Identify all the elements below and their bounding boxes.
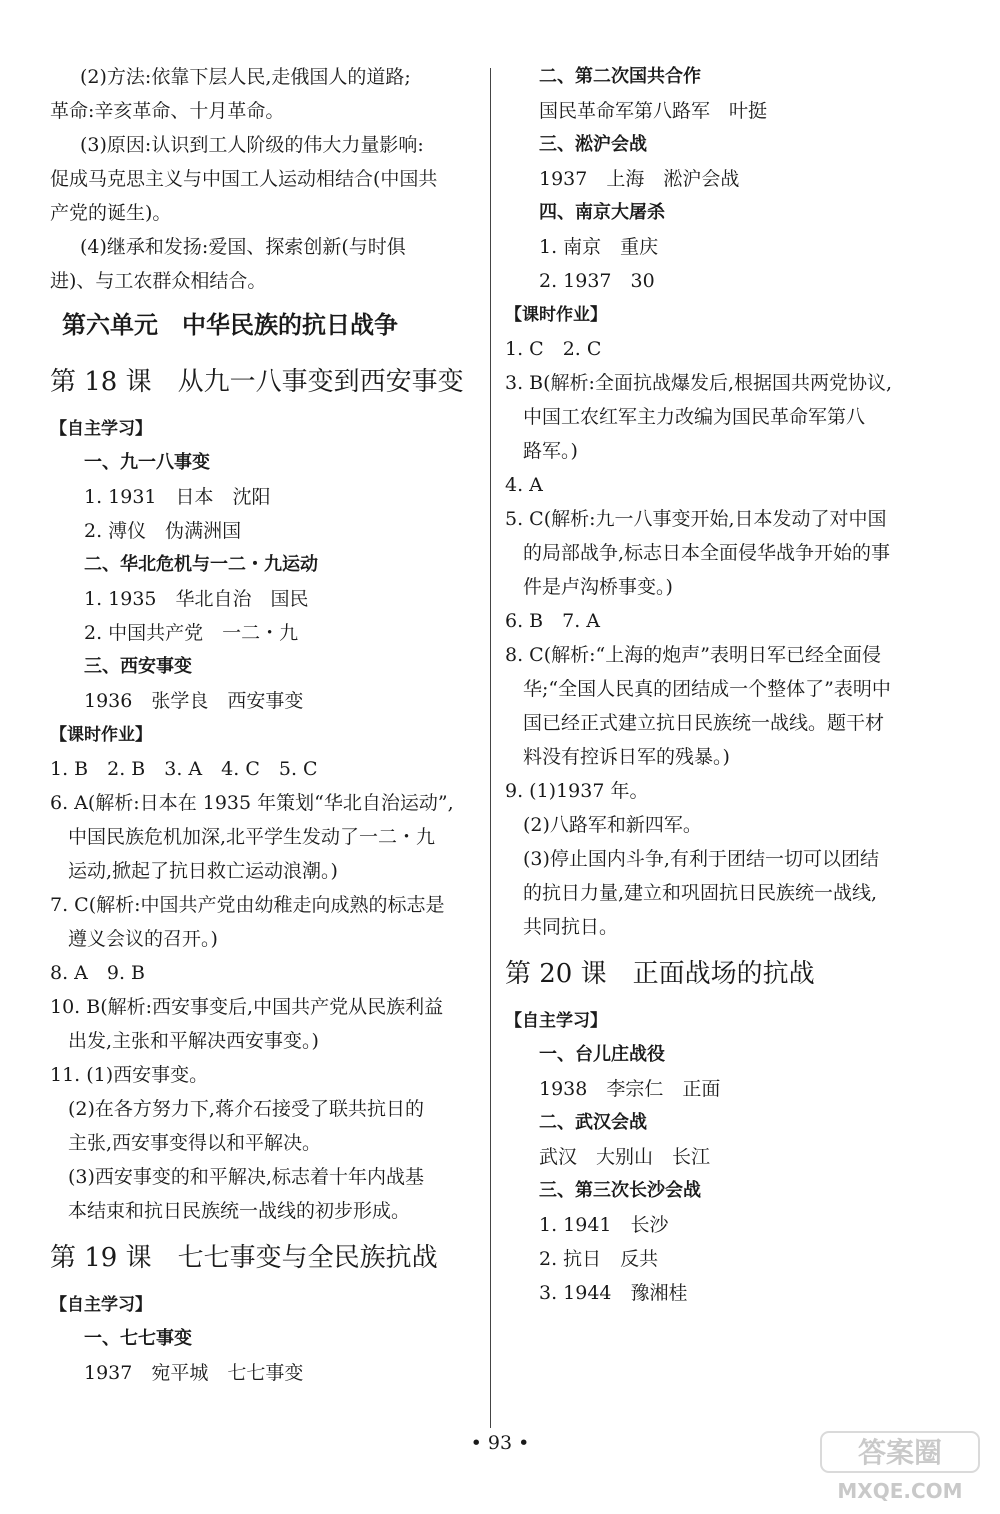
text-line: 革命:辛亥革命、十月革命。 xyxy=(50,100,285,122)
text-line: (2)方法:依靠下层人民,走俄国人的道路; xyxy=(80,66,411,88)
lesson-title: 第 20 课 正面战场的抗战 xyxy=(505,959,815,989)
text-line: 1. 南京 重庆 xyxy=(539,236,659,258)
text-line: 6. B 7. A xyxy=(505,610,601,632)
text-line: 1. C 2. C xyxy=(505,338,602,360)
text-line: 武汉 大别山 长江 xyxy=(539,1146,711,1168)
text-line: 1. 1931 日本 沈阳 xyxy=(84,486,271,508)
text-line: 本结束和抗日民族统一战线的初步形成。 xyxy=(68,1200,411,1222)
text-line: 6. A(解析:日本在 1935 年策划“华北自治运动”, xyxy=(50,792,454,814)
section-heading: 三、第三次长沙会战 xyxy=(539,1180,701,1201)
text-line: 国已经正式建立抗日民族统一战线。题干材 xyxy=(523,712,885,734)
text-line: 1. 1935 华北自治 国民 xyxy=(84,588,309,610)
section-tag: 【自主学习】 xyxy=(50,1295,152,1315)
lesson-title: 第 19 课 七七事变与全民族抗战 xyxy=(50,1243,438,1273)
text-line: 1. 1941 长沙 xyxy=(539,1214,669,1236)
text-line: (3)原因:认识到工人阶级的伟大力量影响: xyxy=(80,134,424,156)
watermark-bottom-text: MXQE.COM xyxy=(837,1479,963,1503)
text-line: 遵义会议的召开。) xyxy=(68,928,218,950)
text-line: 8. A 9. B xyxy=(50,962,146,984)
text-line: 料没有控诉日军的残暴。) xyxy=(523,746,730,768)
text-line: 3. B(解析:全面抗战爆发后,根据国共两党协议, xyxy=(505,372,893,394)
section-heading: 四、南京大屠杀 xyxy=(539,202,665,223)
watermark-logo xyxy=(813,1426,988,1506)
watermark-top-text: 答案圈 xyxy=(857,1436,943,1469)
text-line: (2)八路军和新四军。 xyxy=(523,814,702,836)
left-column xyxy=(50,60,475,1390)
section-tag: 【自主学习】 xyxy=(50,419,152,439)
text-line: 7. C(解析:中国共产党由幼稚走向成熟的标志是 xyxy=(50,894,445,916)
text-line: 路军。) xyxy=(523,440,578,462)
text-line: 5. C(解析:九一八事变开始,日本发动了对中国 xyxy=(505,508,887,530)
text-line: 9. (1)1937 年。 xyxy=(505,780,649,802)
section-heading: 二、第二次国共合作 xyxy=(539,66,701,87)
text-line: 2. 抗日 反共 xyxy=(539,1248,659,1270)
text-line: 1937 上海 淞沪会战 xyxy=(539,168,740,190)
text-line: 出发,主张和平解决西安事变。) xyxy=(68,1030,319,1052)
text-line: 10. B(解析:西安事变后,中国共产党从民族利益 xyxy=(50,996,444,1018)
text-line: 1. B 2. B 3. A 4. C 5. C xyxy=(50,758,318,780)
text-line: 8. C(解析:“上海的炮声”表明日军已经全面侵 xyxy=(505,644,881,666)
section-heading: 一、九一八事变 xyxy=(84,452,210,473)
page-number: • 93 • xyxy=(470,1432,530,1454)
text-line: 产党的诞生)。 xyxy=(50,202,172,224)
right-column xyxy=(505,60,925,1310)
section-heading: 三、西安事变 xyxy=(84,656,192,677)
text-line: 运动,掀起了抗日救亡运动浪潮。) xyxy=(68,860,338,882)
text-line: 中国工农红军主力改编为国民革命军第八 xyxy=(523,406,866,428)
text-line: 促成马克思主义与中国工人运动相结合(中国共 xyxy=(50,168,438,190)
unit-title: 第六单元 中华民族的抗日战争 xyxy=(62,311,398,339)
text-line: (4)继承和发扬:爱国、探索创新(与时俱 xyxy=(80,236,406,258)
text-line: 3. 1944 豫湘桂 xyxy=(539,1282,688,1304)
text-line: (3)停止国内斗争,有利于团结一切可以团结 xyxy=(523,848,879,870)
text-line: 1938 李宗仁 正面 xyxy=(539,1078,721,1100)
text-line: 共同抗日。 xyxy=(523,916,619,938)
text-line: 2. 1937 30 xyxy=(539,270,655,292)
text-line: 国民革命军第八路军 叶挺 xyxy=(539,100,768,122)
text-line: 中国民族危机加深,北平学生发动了一二・九 xyxy=(68,826,436,848)
section-heading: 二、武汉会战 xyxy=(539,1112,647,1133)
text-line: 4. A xyxy=(505,474,543,496)
section-heading: 一、七七事变 xyxy=(84,1328,192,1349)
text-line: 件是卢沟桥事变。) xyxy=(523,576,673,598)
section-heading: 一、台儿庄战役 xyxy=(539,1044,665,1065)
text-line: (2)在各方努力下,蒋介石接受了联共抗日的 xyxy=(68,1098,424,1120)
column-divider xyxy=(490,68,491,1428)
text-line: 11. (1)西安事变。 xyxy=(50,1064,209,1086)
section-tag: 【自主学习】 xyxy=(505,1011,607,1031)
text-line: 1936 张学良 西安事变 xyxy=(84,690,304,712)
lesson-title: 第 18 课 从九一八事变到西安事变 xyxy=(50,367,464,397)
text-line: 的抗日力量,建立和巩固抗日民族统一战线, xyxy=(523,882,878,904)
section-tag: 【课时作业】 xyxy=(50,725,152,745)
section-heading: 二、华北危机与一二・九运动 xyxy=(84,554,318,575)
text-line: 主张,西安事变得以和平解决。 xyxy=(68,1132,322,1154)
section-heading: 三、淞沪会战 xyxy=(539,134,647,155)
text-line: 进)、与工农群众相结合。 xyxy=(50,270,267,292)
text-line: 1937 宛平城 七七事变 xyxy=(84,1362,304,1384)
text-line: 2. 溥仪 伪满洲国 xyxy=(84,520,242,542)
text-line: 华;“全国人民真的团结成一个整体了”表明中 xyxy=(523,678,891,700)
section-tag: 【课时作业】 xyxy=(505,305,607,325)
text-line: 2. 中国共产党 一二・九 xyxy=(84,622,299,644)
text-line: (3)西安事变的和平解决,标志着十年内战基 xyxy=(68,1166,424,1188)
text-line: 的局部战争,标志日本全面侵华战争开始的事 xyxy=(523,542,891,564)
